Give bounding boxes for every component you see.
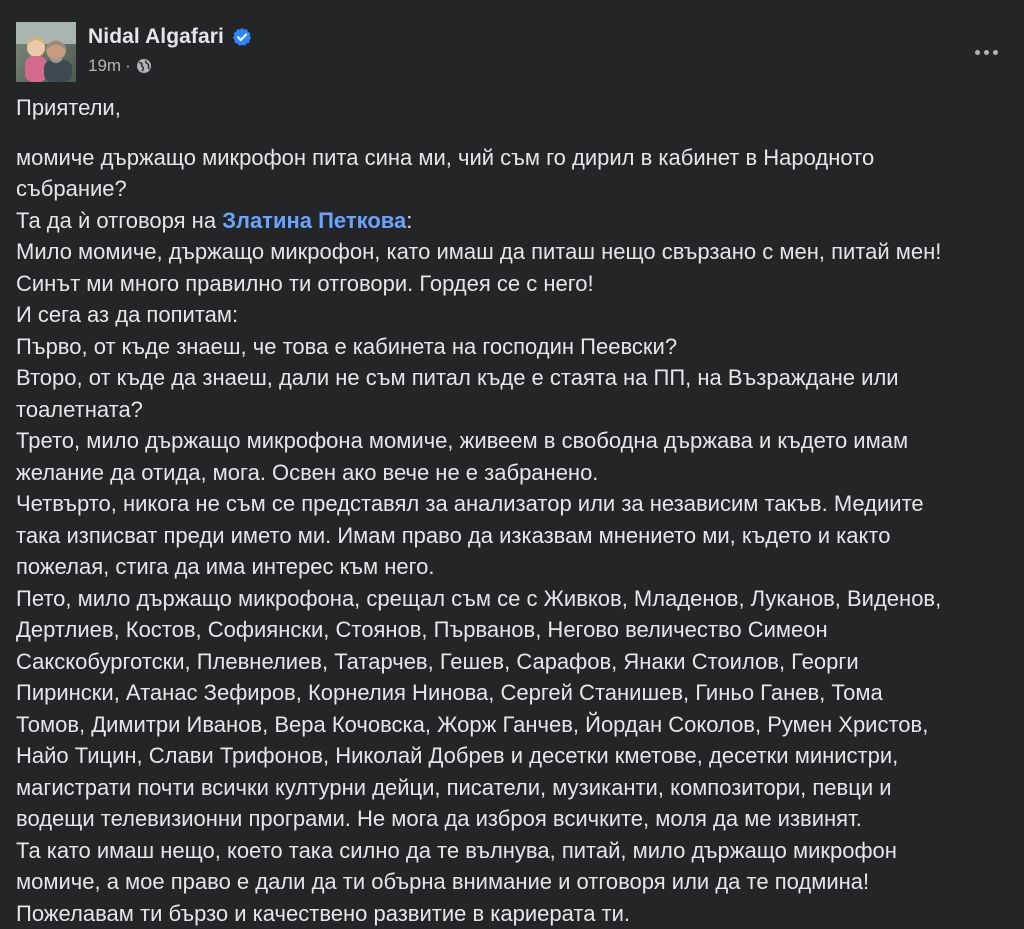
mention-suffix: : bbox=[406, 208, 412, 233]
post-line: така изписват преди името ми. Имам право да изказвам мнението ми, където и както bbox=[16, 520, 1006, 552]
post-line: Та като имаш нещо, което така силно да те вълнува, питай, мило държащо микрофон bbox=[16, 835, 1006, 867]
post-line: момиче държащо микрофон пита сина ми, чий съм го дирил в кабинет в Народното bbox=[16, 142, 1006, 174]
post-line: пожелая, стига да има интерес към него. bbox=[16, 551, 1006, 583]
author-row bbox=[88, 22, 252, 52]
post-line: водещи телевизионни програми. Не мога да изброя всичките, моля да ме извинят. bbox=[16, 803, 1006, 835]
post-mention-line bbox=[16, 205, 1006, 237]
author-name[interactable]: Nidal Algafari bbox=[88, 25, 224, 49]
post-greeting: Приятели, bbox=[16, 92, 1006, 124]
post-line: Томов, Димитри Иванов, Вера Кочовска, Жорж Ганчев, Йордан Соколов, Румен Христов, bbox=[16, 709, 1006, 741]
post-line: магистрати почти всички културни дейци, писатели, музиканти, композитори, певци и bbox=[16, 772, 1006, 804]
mention-link[interactable]: Златина Петкова bbox=[222, 208, 406, 233]
post-timestamp[interactable]: 19m bbox=[88, 56, 121, 76]
post-line: събрание? bbox=[16, 173, 1006, 205]
post-line: Второ, от къде да знаеш, дали не съм питал къде е стаята на ПП, на Възраждане или bbox=[16, 362, 1006, 394]
post-line: желание да отида, мога. Освен ако вече не е забранено. bbox=[16, 457, 1006, 489]
post-line: Пирински, Атанас Зефиров, Корнелия Нинова, Сергей Станишев, Гиньо Ганев, Тома bbox=[16, 677, 1006, 709]
post-line: момиче, а мое право е дали да ти обърна внимание и отговоря или да те подмина! bbox=[16, 866, 1006, 898]
post-line: Синът ми много правилно ти отговори. Гордея се с него! bbox=[16, 268, 1006, 300]
post-line: Сакскобурготски, Плевнелиев, Татарчев, Гешев, Сарафов, Янаки Стоилов, Георги bbox=[16, 646, 1006, 678]
post-line: Четвърто, никога не съм се представял за анализатор или за независим такъв. Медиите bbox=[16, 488, 1006, 520]
post-header bbox=[16, 20, 1008, 84]
post-text bbox=[16, 92, 1006, 929]
post-line: Първо, от къде знаеш, че това е кабинета на господин Пеевски? bbox=[16, 331, 1006, 363]
verified-badge-icon bbox=[232, 27, 252, 47]
author-block bbox=[88, 22, 252, 78]
post-line: Пожелавам ти бързо и качествено развитие в кариерата ти. bbox=[16, 898, 1006, 929]
post-line: Найо Тицин, Слави Трифонов, Николай Добрев и десетки кметове, десетки министри, bbox=[16, 740, 1006, 772]
post-line: Мило момиче, държащо микрофон, като имаш да питаш нещо свързано с мен, питай мен! bbox=[16, 236, 1006, 268]
avatar-photo-icon bbox=[16, 22, 76, 82]
mention-prefix: Та да ѝ отговоря на bbox=[16, 208, 222, 233]
post-line: Трето, мило държащо микрофона момиче, живеем в свободна държава и където имам bbox=[16, 425, 1006, 457]
post-line: И сега аз да попитам: bbox=[16, 299, 1006, 331]
more-options-button[interactable] bbox=[966, 32, 1006, 72]
author-avatar[interactable] bbox=[16, 22, 76, 82]
post-line: Дертлиев, Костов, Софиянски, Стоянов, Първанов, Негово величество Симеон bbox=[16, 614, 1006, 646]
globe-icon[interactable] bbox=[136, 58, 152, 74]
meta-separator: · bbox=[125, 56, 131, 76]
post-line: Пето, мило държащо микрофона, срещал съм се с Живков, Младенов, Луканов, Виденов, bbox=[16, 583, 1006, 615]
more-horizontal-icon bbox=[975, 50, 998, 55]
post-line: тоалетната? bbox=[16, 394, 1006, 426]
post-meta bbox=[88, 54, 252, 78]
